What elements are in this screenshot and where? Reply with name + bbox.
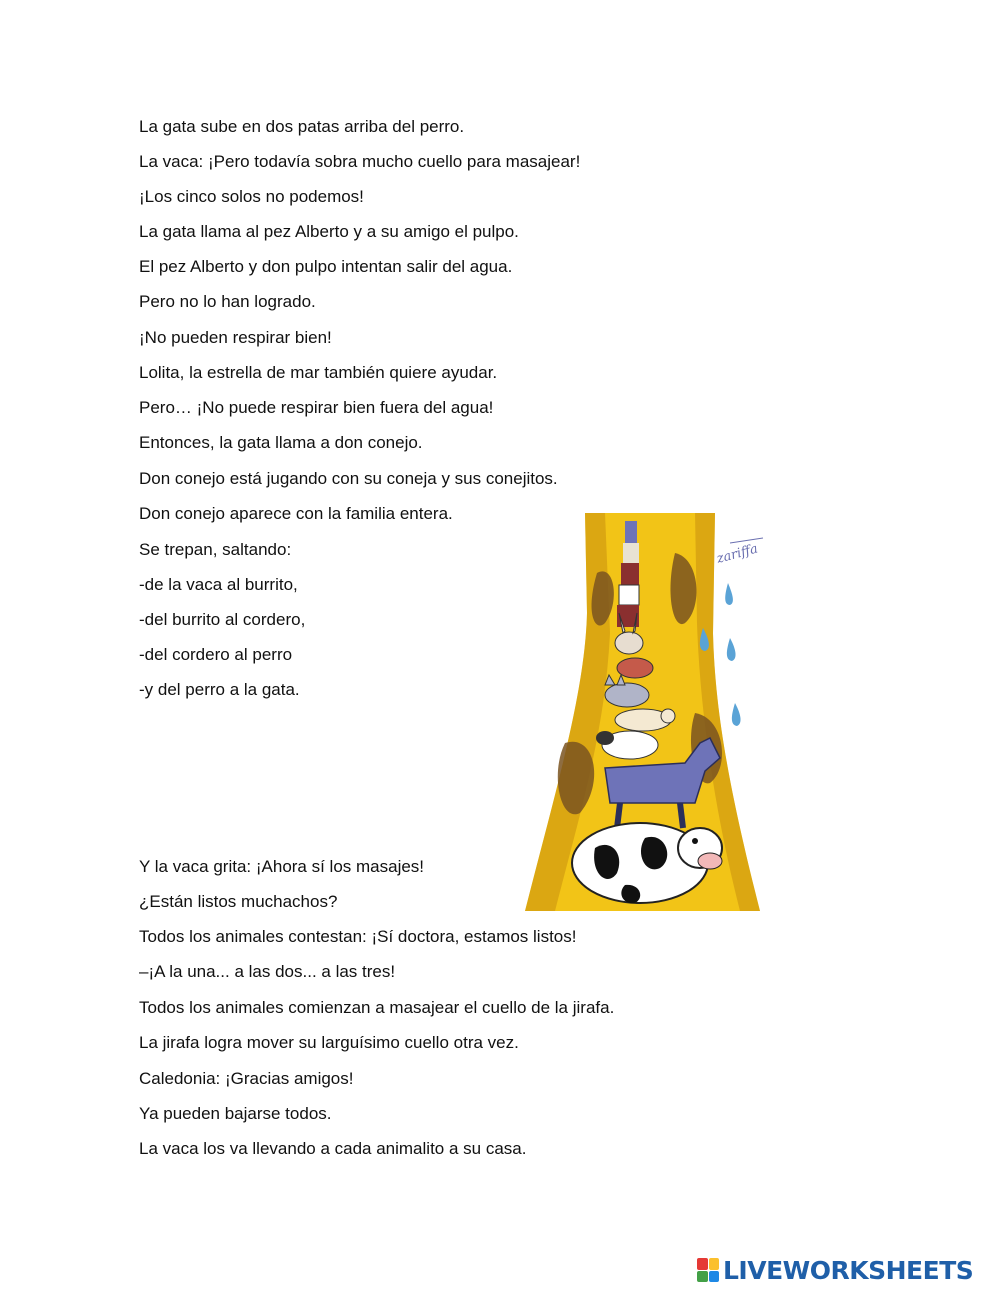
story-line: -y del perro a la gata.	[139, 680, 300, 699]
story-line: ¿Están listos muchachos?	[139, 892, 338, 911]
story-line: Todos los animales contestan: ¡Sí doctora, estamos listos!	[139, 927, 577, 946]
story-line: La vaca los va llevando a cada animalito a su casa.	[139, 1139, 527, 1158]
story-line: Entonces, la gata llama a don conejo.	[139, 433, 423, 452]
story-line: ¡Los cinco solos no podemos!	[139, 187, 364, 206]
story-line: Don conejo está jugando con su coneja y sus conejitos.	[139, 469, 558, 488]
story-line: Se trepan, saltando:	[139, 540, 292, 559]
logo-badge-icon	[697, 1258, 719, 1282]
story-line: Pero no lo han logrado.	[139, 292, 316, 311]
story-line: La gata llama al pez Alberto y a su amigo el pulpo.	[139, 222, 519, 241]
liveworksheets-logo	[697, 1255, 973, 1285]
story-line: -de la vaca al burrito,	[139, 575, 298, 594]
story-line: Ya pueden bajarse todos.	[139, 1104, 332, 1123]
stacked-animals-illustration	[525, 513, 770, 911]
artist-signature: zariffa	[715, 541, 760, 567]
story-line: Y la vaca grita: ¡Ahora sí los masajes!	[139, 857, 425, 876]
story-line: Pero… ¡No puede respirar bien fuera del agua!	[139, 398, 494, 417]
story-line: Don conejo aparece con la familia entera.	[139, 504, 453, 523]
story-line: La jirafa logra mover su larguísimo cuello otra vez.	[139, 1033, 519, 1052]
story-line: -del cordero al perro	[139, 645, 293, 664]
story-line: Caledonia: ¡Gracias amigos!	[139, 1069, 354, 1088]
story-line: La gata sube en dos patas arriba del perro.	[139, 117, 465, 136]
story-line: La vaca: ¡Pero todavía sobra mucho cuello para masajear!	[139, 152, 581, 171]
story-line: -del burrito al cordero,	[139, 610, 306, 629]
story-line: ¡No pueden respirar bien!	[139, 328, 332, 347]
story-line: –¡A la una... a las dos... a las tres!	[139, 962, 396, 981]
story-line: El pez Alberto y don pulpo intentan salir del agua.	[139, 257, 513, 276]
brand-name: LIVEWORKSHEETS	[723, 1255, 974, 1285]
story-line: Todos los animales comienzan a masajear el cuello de la jirafa.	[139, 998, 615, 1017]
story-line: Lolita, la estrella de mar también quiere ayudar.	[139, 363, 498, 382]
